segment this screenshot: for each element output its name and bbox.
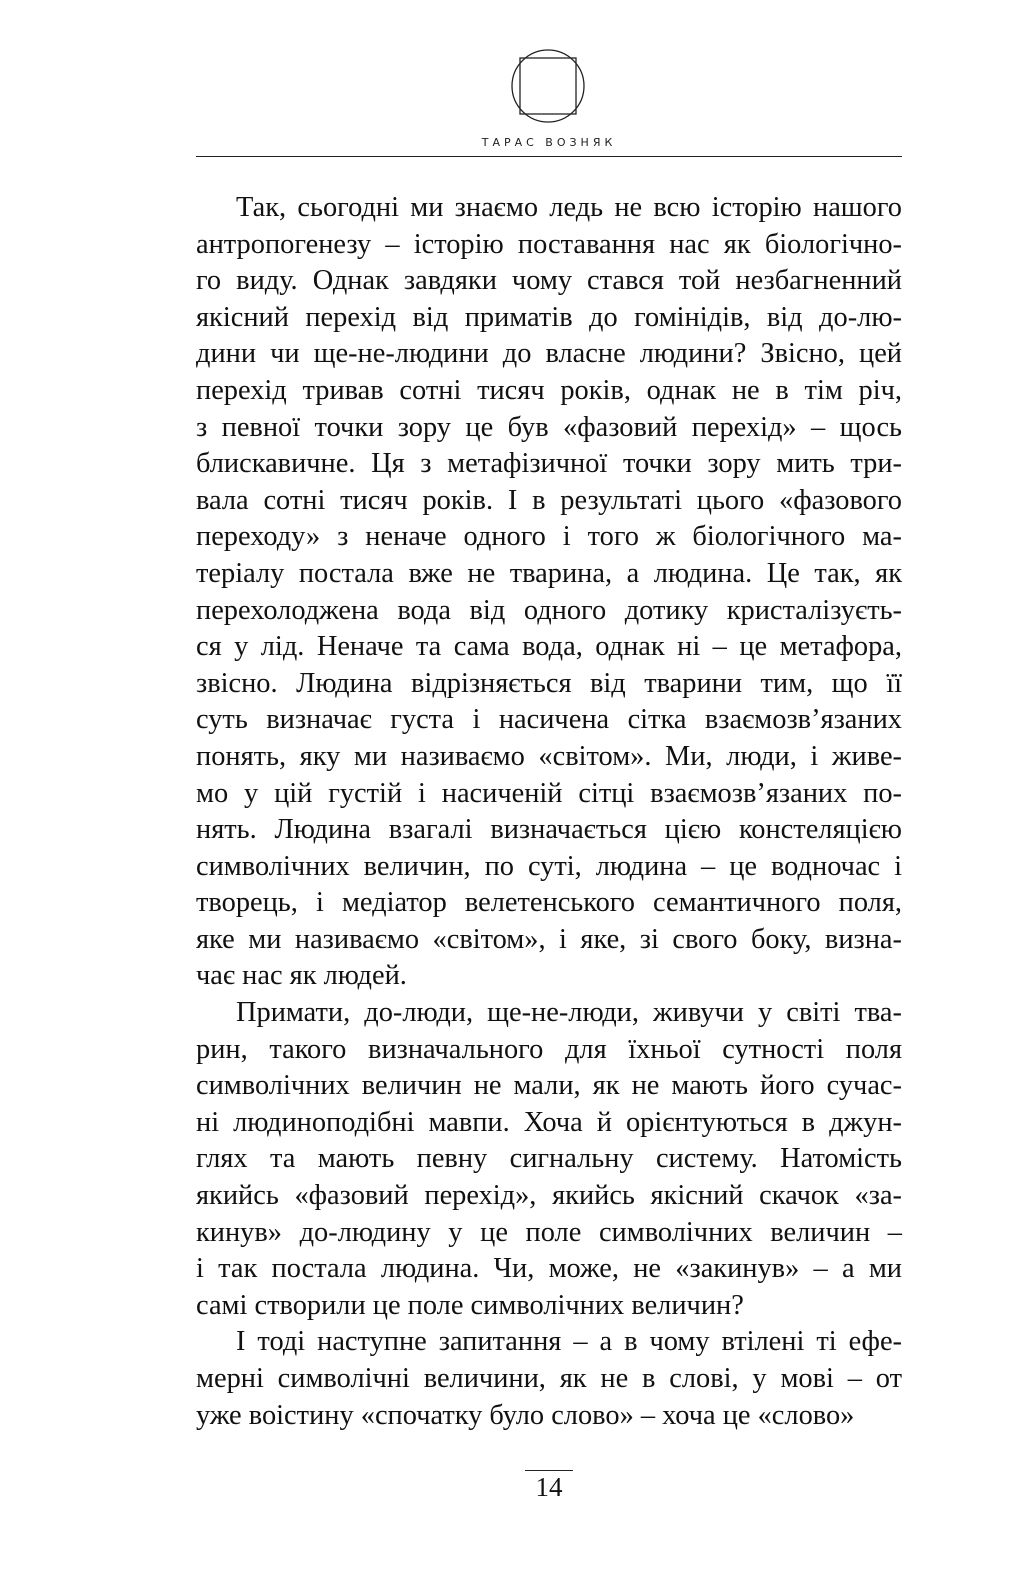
text-line: суть визначає густа і насичена сітка взаємозв’язаних (196, 704, 902, 736)
text-line: переходу» з неначе одного і того ж біологічного ма- (196, 521, 902, 553)
text-line: мо у цій густій і насиченій сітці взаємозв’язаних по- (196, 777, 902, 809)
text-line: го виду. Однак завдяки чому стався той незбагненний (196, 265, 902, 297)
text-line: блискавичне. Ця з метафізичної точки зору мить три- (196, 448, 902, 480)
text-line: уже воістину «спочатку було слово» – хоча це «слово» (196, 1399, 855, 1431)
circle-square-emblem-icon (510, 48, 586, 124)
text-line: яке ми називаємо «світом», і яке, зі свого боку, визна- (196, 923, 902, 955)
text-line: самі створили це поле символічних величин? (196, 1289, 744, 1321)
text-line: мерні символічні величини, як не в слові, у мові – от (196, 1363, 902, 1394)
text-line: нять. Людина взагалі визначається цією констеляцією (196, 814, 902, 846)
text-line: ні людиноподібні мавпи. Хоча й орієнтуються в джун- (196, 1106, 902, 1138)
text-line: чає нас як людей. (196, 960, 407, 992)
text-line: творець, і медіатор велетенського семантичного поля, (196, 887, 902, 919)
text-line: якісний перехід від приматів до гомінідів, від до-лю- (196, 301, 902, 333)
text-line: глях та мають певну сигнальну систему. Натомість (196, 1143, 902, 1175)
text-line: теріалу постала вже не тварина, а людина. Це так, як (196, 557, 902, 589)
text-line: перехолоджена вода від одного дотику кристалізуєть- (196, 594, 902, 626)
text-line: І тоді наступне запитання – а в чому втілені ті ефе- (236, 1326, 902, 1358)
text-line: якийсь «фазовий перехід», якийсь якісний скачок «за- (196, 1180, 902, 1212)
text-line: кинув» до-людину у це поле символічних величин – (196, 1216, 902, 1248)
page-number: 14 (535, 1472, 563, 1502)
text-line: перехід тривав сотні тисяч років, однак не в тім річ, (196, 374, 902, 406)
body-text (196, 190, 902, 1434)
text-line: символічних величин, по суті, людина – це водночас і (196, 850, 902, 882)
text-line: Так, сьогодні ми знаємо ледь не всю історію нашого (236, 192, 902, 223)
running-head: ТАРАС ВОЗНЯК (481, 136, 617, 149)
text-line: ся у лід. Неначе та сама вода, однак ні – це метафора, (196, 631, 902, 663)
text-line: символічних величин не мали, як не мають його сучас- (196, 1070, 902, 1102)
text-line: рин, такого визначального для їхньої сутності поля (196, 1033, 902, 1065)
header-rule (196, 156, 902, 157)
text-line: Примати, до-люди, ще-не-люди, живучи у світі тва- (236, 997, 902, 1029)
page-footer (196, 1470, 902, 1503)
text-line: понять, яку ми називаємо «світом». Ми, люди, і живе- (196, 740, 902, 772)
text-line: вала сотні тисяч років. І в результаті цього «фазового (196, 484, 902, 516)
text-line: дини чи ще-не-людини до власне людини? Звісно, цей (196, 338, 902, 370)
text-line: з певної точки зору це був «фазовий перехід» – щось (196, 411, 902, 443)
text-line: звісно. Людина відрізняється від тварини тим, що її (196, 667, 902, 699)
text-line: і так постала людина. Чи, може, не «закинув» – а ми (196, 1253, 902, 1285)
text-line: антропогенезу – історію поставання нас як біологічно- (196, 228, 902, 260)
